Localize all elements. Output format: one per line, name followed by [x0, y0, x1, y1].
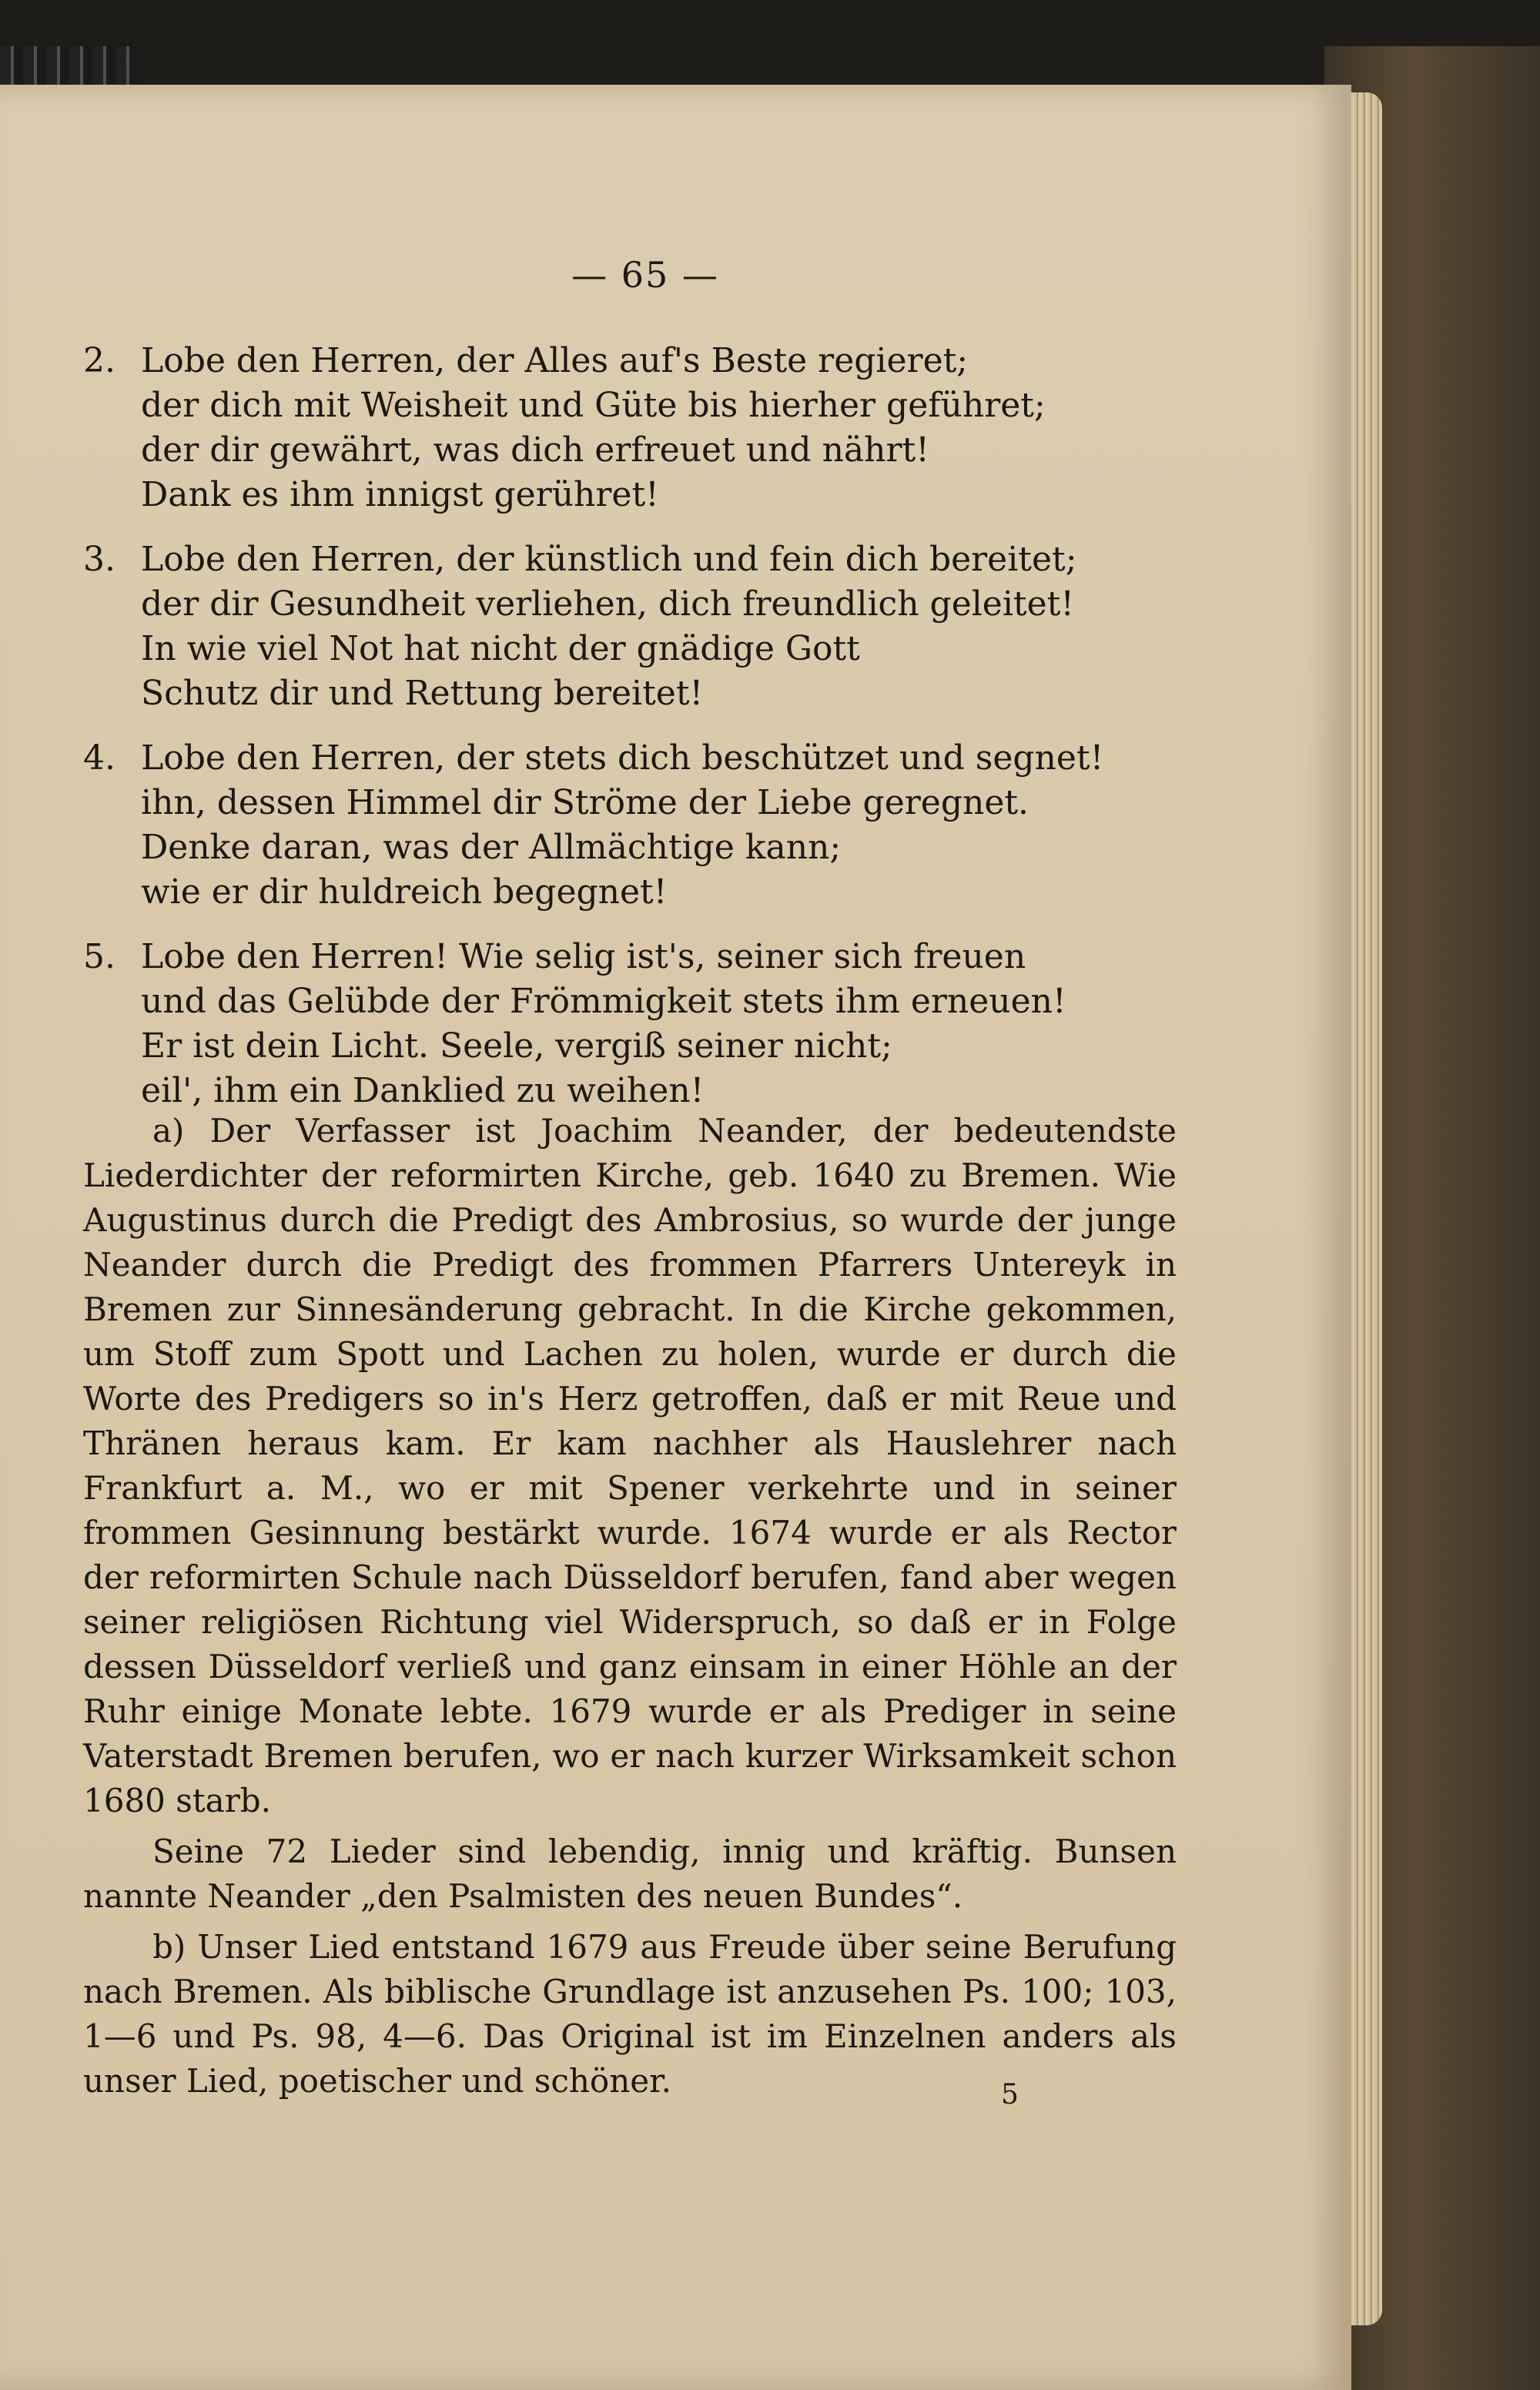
stanza-number: 3. — [83, 540, 116, 579]
verse-line: der dir Gesundheit verliehen, dich freundlich geleitet! — [141, 584, 1074, 624]
stanza — [83, 339, 1177, 517]
signature-mark: 5 — [1001, 2079, 1019, 2110]
stanza-number: 2. — [83, 341, 116, 380]
stanza-number: 4. — [83, 738, 116, 778]
verse-line: und das Gelübde der Frömmigkeit stets ihm erneuen! — [141, 982, 1066, 1021]
stanza-number: 5. — [83, 937, 116, 976]
stanza-lines — [141, 537, 1177, 716]
hymn-stanzas — [83, 339, 1177, 1133]
verse-line: Lobe den Herren, der Alles auf's Beste regieret; — [141, 341, 969, 380]
stanza-lines — [141, 339, 1177, 517]
verse-line: Schutz dir und Rettung bereitet! — [141, 674, 704, 713]
verse-line: In wie viel Not hat nicht der gnädige Gott — [141, 629, 860, 668]
verse-line: eil', ihm ein Danklied zu weihen! — [141, 1071, 705, 1110]
verse-line: Lobe den Herren, der künstlich und fein dich bereitet; — [141, 540, 1077, 579]
verse-line: Er ist dein Licht. Seele, vergiß seiner nicht; — [141, 1026, 892, 1066]
verse-line: der dir gewährt, was dich erfreuet und nährt! — [141, 430, 929, 470]
stanza — [83, 736, 1177, 915]
page-number: — 65 — — [571, 254, 719, 296]
verse-line: Dank es ihm innigst gerühret! — [141, 475, 659, 514]
commentary-paragraph-lieder: Seine 72 Lieder sind lebendig, innig und kräftig. Bunsen nannte Neander „den Psalmisten des neuen Bundes“. — [83, 1833, 1177, 1915]
verse-line: ihn, dessen Himmel dir Ströme der Liebe geregnet. — [141, 783, 1029, 822]
verse-line: Lobe den Herren! Wie selig ist's, seiner sich freuen — [141, 937, 1026, 976]
commentary-paragraph-a: a) Der Verfasser ist Joachim Neander, der bedeutendste Liederdichter der reformirten Kirche, geb. 1640 zu Bremen. Wie Augustinus durch die Predigt des Ambrosius, so wurde der junge Neander durch die Predigt des frommen Pfarrers Untereyk in Bremen zur Sinnesänderung gebracht. In die Kirche gekommen, um Stoff zum Spott und Lachen zu holen, wurde er durch die Worte des Predigers so in's Herz getroffen, daß er mit Reue und Thränen heraus kam. Er kam nachher als Hauslehrer nach Frankfurt a. M., wo er mit Spener verkehrte und in seiner frommen Gesinnung bestärkt wurde. 1674 wurde er als Rector der reformirten Schule nach Düsseldorf berufen, fand aber wegen seiner religiösen Richtung viel Widerspruch, so daß er in Folge dessen Düsseldorf verließ und ganz einsam in einer Höhle an der Ruhr einige Monate lebte. 1679 wurde er als Prediger in seine Vaterstadt Bremen berufen, wo er nach kurzer Wirksamkeit schon 1680 starb. — [83, 1112, 1177, 1819]
stanza — [83, 935, 1177, 1113]
commentary — [83, 1109, 1177, 2110]
stanza — [83, 537, 1177, 716]
verse-line: Denke daran, was der Allmächtige kann; — [141, 828, 842, 867]
stanza-lines — [141, 736, 1177, 915]
verse-line: der dich mit Weisheit und Güte bis hierher geführet; — [141, 386, 1046, 425]
verse-line: Lobe den Herren, der stets dich beschützet und segnet! — [141, 738, 1104, 778]
stanza-lines — [141, 935, 1177, 1113]
commentary-paragraph-b: b) Unser Lied entstand 1679 aus Freude über seine Berufung nach Bremen. Als biblische Grundlage ist anzusehen Ps. 100; 103, 1—6 und Ps. 98, 4—6. Das Original ist im Einzelnen anders als unser Lied, poetischer und schöner. — [83, 1928, 1177, 2100]
verse-line: wie er dir huldreich begegnet! — [141, 872, 668, 912]
